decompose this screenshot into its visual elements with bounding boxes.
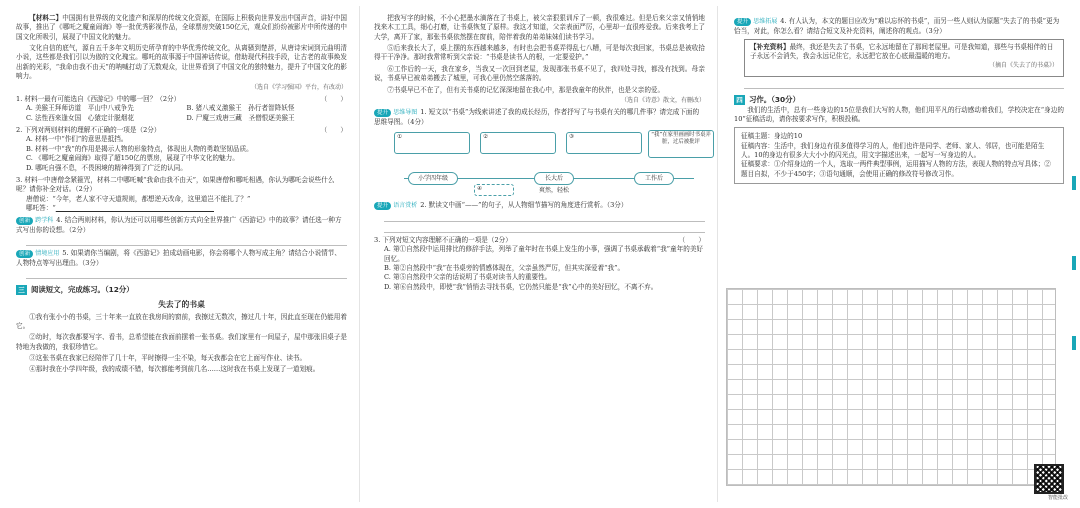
option-c[interactable]: C. 第⑤自然段中父亲的话说明了书桌对读书人的重要性。 — [384, 273, 552, 282]
section-title: 阅读短文，完成练习。（12分） — [31, 285, 134, 295]
page-right — [722, 6, 1076, 502]
question-4 — [16, 216, 347, 246]
question-stem: 3. 下列对短文内容理解不正确的一项是（2分） — [374, 235, 512, 244]
question-stem: 5. 如果请你当编剧，将《西游记》拍成动画电影，你会将哪个人物写成主角？请结合小说情节、人物特点等写出理由。（3分） — [16, 249, 341, 267]
improve-tag: 提升 — [374, 202, 391, 210]
creative-tag: 创新 — [16, 217, 33, 225]
question-3 — [374, 236, 705, 292]
story-paragraph: ③这张书桌在我家已经陪伴了几十年，平时擦得一尘不染，每天我都会在它上面写作业、读书。 — [29, 354, 307, 363]
req-content: 征稿内容：生活中，我们身边有很多值得学习的人，他们也许是同学、老师、家人、邻居，也可能是陌生人。10的身边有很多大大小小的闪光点，用文字描述出来，一起写一写身边的人。 — [741, 141, 1045, 160]
question-stem: 1. 短文以“书桌”为线索讲述了我的成长经历，作者抒写了与书桌有关的哪几件事？请完成下面的思维导图。（4分） — [374, 108, 700, 126]
option-d[interactable]: D. 尸魔三戏唐三藏 圣僧恨逐美猴王 — [186, 113, 295, 122]
mind-map-box-1[interactable]: ① — [394, 132, 470, 154]
option-b[interactable]: B. 材料一中“我”的作用是揭示人物的形象特点，体现出人物的勇敢坚韧品质。 — [26, 144, 253, 153]
mind-map-box-example: “我”在家里画画时书桌弄脏，过后被批评 — [648, 130, 714, 158]
option-b[interactable]: B. 猪八戒义激猴王 孙行者智降妖怪 — [186, 104, 295, 113]
question-3 — [16, 176, 347, 213]
supplementary-label: 【补充资料】 — [750, 42, 790, 51]
section-title: 习作。（30分） — [749, 95, 800, 105]
question-4 — [734, 17, 1064, 89]
tag-subtitle: 思维导图 — [393, 109, 418, 117]
tag-subtitle: 跨学科 — [35, 217, 54, 225]
option-c[interactable]: C. 法性西来逢女国 心猿定计脱烟花 — [26, 113, 134, 122]
improve-tag: 提升 — [374, 109, 391, 117]
question-stem: 1. 材料一最有可能选自《西游记》中的哪一回？（2分） — [16, 95, 181, 104]
question-stem: 3. 材料一中唐僧念紧箍咒，材料二中哪吒喊“我命由我不由天”，如果唐僧和哪吒相遇，你认为哪吒会说些什么呢？请你补全对话。（2分） — [16, 175, 335, 194]
option-c[interactable]: C. 《哪吒之魔童闹海》取得了超150亿的票房，展现了中华文化的魅力。 — [26, 154, 239, 163]
source-note: （选自《诗意》散文，有删改） — [620, 96, 705, 104]
option-d[interactable]: D. 第⑥自然段中，即使“我”悄悄去寻找书桌，它仍然只能是“我”心中的美好回忆，不离不弃。 — [384, 282, 658, 291]
option-b[interactable]: B. 第②自然段中“我”在书桌旁的情感体现在，父亲虽然严厉，但其实深爱着“我”。 — [384, 263, 625, 272]
question-5 — [16, 249, 347, 279]
question-stem: 4. 有人认为，本文的题目应改为“难以忘怀的书桌”，而另一些人则认为原题“失去了的书桌”更为恰当，对此，你怎么看？请结合短文及补充资料，阐述你的观点。（3分） — [734, 17, 1060, 35]
side-tab — [1072, 336, 1076, 350]
story-paragraph: ④那时我在小学四年级，我的成绩不错，每次都能考到前几名……这时我在书桌上发现了一道划痕。 — [29, 365, 320, 374]
supplementary-source: （摘自《失去了的书桌》） — [988, 61, 1058, 69]
writing-prompt: 我们的生活中，总有一些身边的15位是我们大写的人物，他们用平凡的行动感动着我们，学校决定在“身边的10”征稿活动，请你按要求写作，积极投稿。 — [734, 105, 1064, 123]
story-paragraph: ②幼时，每次我都要写字、看书，总希望能在我面前摆着一张书桌。我们家里有一间屋子，屋中那张旧桌子是特地为我做的，我很珍惜它。 — [16, 333, 347, 351]
question-stem: 2. 下列对两则材料的理解不正确的一项是（2分） — [16, 126, 161, 135]
page-left — [4, 6, 360, 502]
dialogue-line-1: 唐僧说：“今年，老人家不守天道规则，都想逆天改命，这里道岂不能扎了？” — [26, 194, 251, 203]
writing-grid[interactable] — [726, 288, 1056, 486]
side-tab — [1072, 176, 1076, 190]
mind-map-node-work: 工作后 — [634, 172, 674, 185]
answer-paren[interactable]: （ ） — [320, 95, 347, 104]
option-a[interactable]: A. 美猴王拜师访道 平山中八戒争先 — [26, 104, 134, 113]
question-stem: 4. 结合两则材料，你认为还可以用哪些创新方式向全世界推广《西游记》中的故事？请任选一种方式写出你的设想。（2分） — [16, 216, 342, 234]
mind-map-node-grade4: 小学四年级 — [408, 172, 458, 185]
question-1 — [16, 95, 347, 123]
supplementary-material — [744, 39, 1064, 77]
mind-map-box-4[interactable]: ④ — [474, 184, 514, 196]
mind-map — [384, 130, 711, 198]
answer-line[interactable] — [26, 270, 347, 279]
story-paragraph: ⑥工作后的一天，我在家乡，当我又一次回到老屋，发现那张书桌不见了，我四处寻找，都没有找到。母亲说，书桌早已被弟弟搬去了城里，可我心里仍然空落落的。 — [374, 64, 705, 83]
story-paragraph: ⑤后来我长大了，桌上摆的东西越来越多，有时也会把书桌弄得乱七八糟，可是每次我回家，书桌总是被收拾得干干净净。那时我常常听到父亲说：“书桌是读书人的根，一定要爱护。” — [374, 44, 705, 62]
answer-line[interactable] — [384, 224, 705, 233]
tag-subtitle: 思维拓展 — [753, 18, 778, 25]
answer-line[interactable] — [744, 80, 1064, 89]
options — [16, 104, 347, 123]
material2-paragraph-2: 文化自信的底气，源自五千多年文明历史所孕育的中华优秀传统文化，从离骚到楚辞，从唐诗宋词到元曲明清小说，这些都是我们引以为傲的文化瑰宝。哪吒的故事源于中国神话传说，借助现代科技手段，让古老的故事焕发出新的光彩，“我命由我不由天”的呐喊打动了无数观众，让世界看到了中国文化的独特魅力，提升了中国文化的影响力。 — [16, 44, 347, 81]
page-middle — [362, 6, 718, 502]
question-2 — [374, 201, 705, 233]
section-header — [734, 95, 1064, 106]
supplementary-text: 最终，我还是失去了书桌，它永远地留在了那间老屋里。可是我知道，那些与书桌相伴的日子永远不会消失，我会永远记住它，永远把它放在心底最温暖的地方。 — [750, 42, 1054, 61]
improve-tag: 提升 — [734, 18, 751, 26]
qr-label: 智能批改 — [1047, 494, 1068, 501]
source-note: （选自《学习强国》平台，有改动） — [250, 83, 347, 91]
option-a[interactable]: A. 材料一中“作们”的意思是抵挡。 — [26, 135, 128, 144]
qr-code-icon[interactable] — [1034, 464, 1064, 494]
submission-requirements — [734, 127, 1064, 184]
story-title: 失去了的书桌 — [158, 299, 205, 309]
dialogue-line-2: 哪吒答：“ — [26, 203, 56, 212]
creative-tag: 创新 — [16, 250, 33, 258]
tag-subtitle: 情境应用 — [35, 250, 60, 258]
mind-map-box-3[interactable]: ③ — [566, 132, 642, 154]
question-2 — [16, 126, 347, 173]
mind-map-feeling: 爽然，轻松 — [534, 185, 574, 198]
answer-paren[interactable]: （ ） — [678, 235, 705, 244]
tag-subtitle: 语言赏析 — [393, 202, 418, 210]
answer-line[interactable] — [384, 213, 705, 222]
story-paragraph: ①我有张小小的书桌，三十年来一直放在我房间的窗前，我擦过无数次，擦过几十年，因此直至现在仍能用着它。 — [16, 312, 347, 331]
question-1 — [374, 108, 711, 198]
material2-paragraph-1: 【材料二】中国拥有世界级的文化遗产和深厚的传统文化资源，在国际上积极向世界发出中国声音，讲好中国故事，推出了《哪吒之魔童闹海》等一批优秀影视作品，全球票房突破150亿元，观众们纷纷被影片中所传递的中国文化所吸引，展现了中国文化的魅力。 — [16, 14, 347, 41]
section-header — [16, 285, 347, 296]
option-d[interactable]: D. 哪吒自强不息，不畏困境的精神得到了广泛的认同。 — [26, 163, 187, 172]
mind-map-box-2[interactable]: ② — [480, 132, 556, 154]
side-tab — [1072, 256, 1076, 270]
story-paragraph: ⑦书桌早已不在了，但有关书桌的记忆深深地留在我心中，那是我童年的伙伴，也是父亲的爱。 — [387, 85, 665, 94]
story-paragraph: 把我写字的时候，不小心把墨水滴落在了书桌上，被父亲狠狠训斥了一顿，我很难过。但是后来父亲又悄悄地找来木工工具，细心打磨，让书桌恢复了原样。我这才知道，父亲表面严厉，心里却一直很疼爱我。后来我考上了大学，离开了家，那张书桌依然摆在窗前，陪伴着我的弟弟妹妹们读书学习。 — [374, 14, 705, 41]
answer-paren[interactable]: （ ） — [320, 126, 347, 135]
req-demand: 征稿要求：①介绍身边的一个人，选取一两件典型事例，运用描写人物的方法，表现人物的特点写具体；②题目自拟，不少于450字；③语句通顺，会使用正确的修改符号修改习作。 — [741, 160, 1051, 178]
option-a[interactable]: A. 第①自然段中运用排比的修辞手法，列举了童年时在书桌上发生的小事，强调了书桌承载着“我”童年的美好回忆。 — [384, 245, 704, 263]
section-number: 四 — [734, 95, 745, 105]
material2-label: 【材料二】 — [29, 14, 63, 22]
mind-map-node-grown-up: 长大后 — [534, 172, 574, 185]
question-stem: 2. 默读文中画“——”的句子，从人物细节描写的角度进行赏析。（3分） — [420, 201, 628, 210]
req-theme: 征稿主题：身边的10 — [741, 132, 803, 141]
section-number: 三 — [16, 285, 27, 295]
answer-line[interactable] — [26, 237, 347, 246]
